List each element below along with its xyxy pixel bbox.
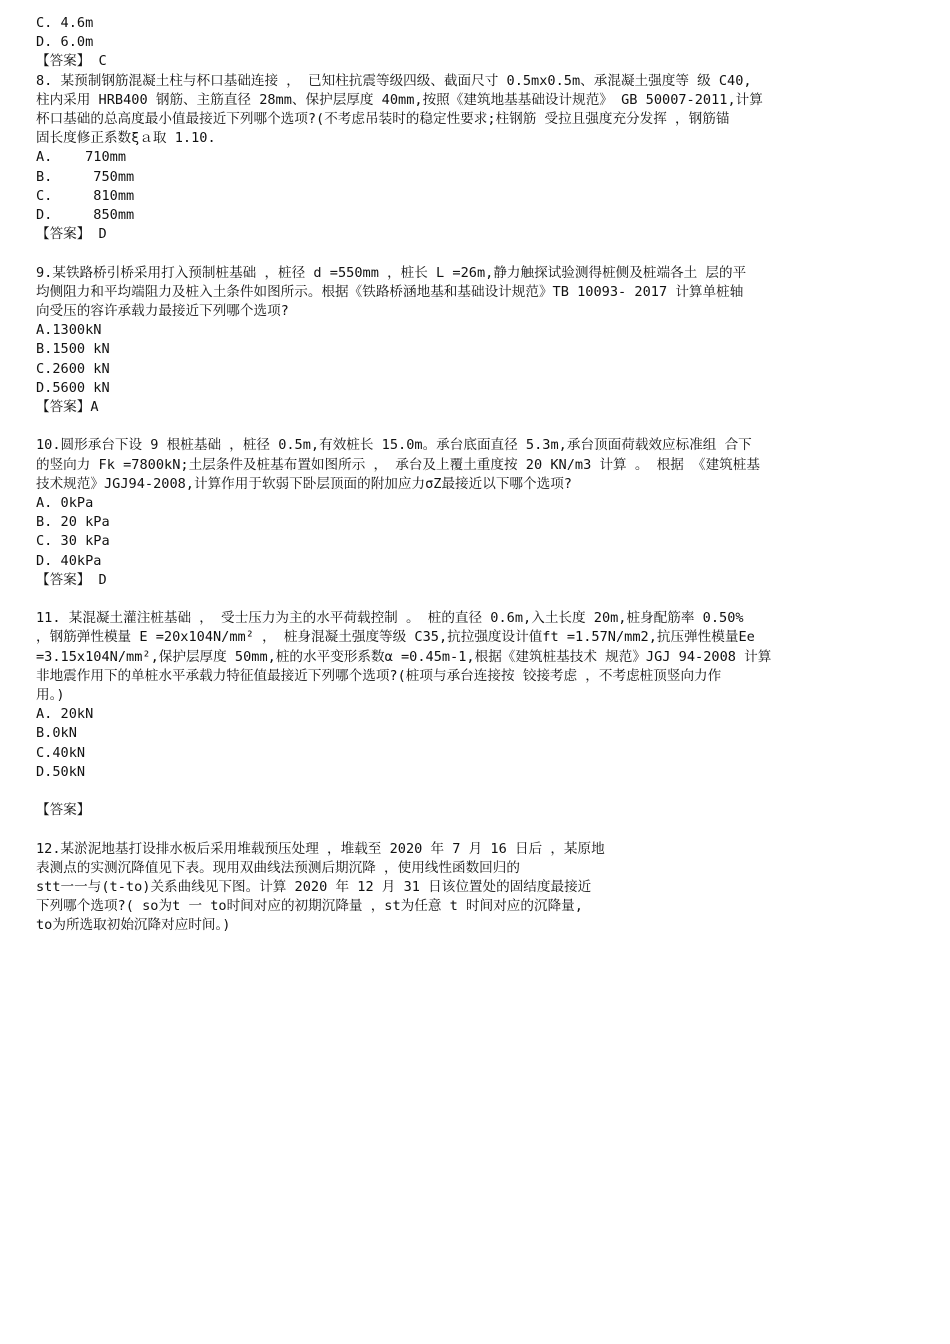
spacer [36,782,896,801]
option-c: C. 30 kPa [36,533,110,550]
question-stem-line: =3.15x104N/mm²,保护层厚度 50mm,桩的水平变形系数α =0.45m-1,根据《建筑桩基技术 规范》JGJ 94-2008 计算 [36,648,772,665]
question-stem-line: 杯口基础的总高度最小值最接近下列哪个选项?(不考虑吊装时的稳定性要求;柱钢筋 受拉且强度充分发挥 ，钢筋锚 [36,111,730,128]
question-stem-line: 固长度修正系数ξａ取 1.10. [36,130,216,147]
option-b: B.1500 kN [36,341,110,358]
question-stem-line: to为所选取初始沉降对应时间。) [36,917,231,934]
option-c: C.2600 kN [36,360,110,377]
answer: 【答案】 D [36,571,107,588]
question-stem-line: 9.某铁路桥引桥采用打入预制桩基础 ，桩径 d =550mm ，桩长 L =26m,静力触探试验测得桩侧及桩端各土 层的平 [36,264,747,281]
answer: 【答案】 D [36,226,107,243]
option-d: D.50kN [36,763,86,780]
option-a: A. 20kN [36,706,94,723]
option-a: A.1300kN [36,322,102,339]
question-9 [36,264,896,418]
question-stem-line: 12.某淤泥地基打设排水板后采用堆载预压处理 ，堆载至 2020 年 7 月 16 日后 ，某原地 [36,840,605,857]
answer: 【答案】 C [36,53,107,70]
question-12 [36,840,716,936]
question-stem-line: 下列哪个选项?( so为t 一 to时间对应的初期沉降量 ，st为任意 t 时间对应的沉降量, [36,898,583,915]
question-stem-line: stt一一与(t-to)关系曲线见下图。计算 2020 年 12 月 31 日该位置处的固结度最接近 [36,879,592,896]
question-stem-line: ，钢筋弹性模量 E =20x104N/mm² ， 桩身混凝土强度等级 C35,抗拉强度设计值ft =1.57N/mm2,抗压弹性模量Ee [36,629,755,646]
question-stem-line: 8. 某预制钢筋混凝土柱与杯口基础连接 ， 已知柱抗震等级四级、截面尺寸 0.5mx0.5m、承混凝土强度等 级 C40, [36,72,752,89]
question-stem-line: 用。) [36,687,65,704]
question-stem-line: 均侧阻力和平均端阻力及桩入土条件如图所示。根据《铁路桥涵地基和基础设计规范》TB 10093- 2017 计算单桩轴 [36,283,744,300]
question-11 [36,609,896,820]
question-stem-line: 10.圆形承台下设 9 根桩基础 ，桩径 0.5m,有效桩长 15.0m。承台底面直径 5.3m,承台顶面荷载效应标准组 合下 [36,437,752,454]
question-stem-line: 技术规范》JGJ94-2008,计算作用于软弱下卧层顶面的附加应力σZ最接近以下哪个选项? [36,475,572,492]
option-d: D. 6.0m [36,34,94,51]
option-a: A. 710mm [36,149,127,166]
spacer [36,590,896,609]
question-stem-line: 向受压的容许承载力最接近下列哪个选项? [36,303,289,320]
answer: 【答案】 [36,802,91,819]
option-b: B. 750mm [36,168,135,185]
option-c: C. 810mm [36,187,135,204]
option-c: C. 4.6m [36,15,94,31]
answer: 【答案】A [36,399,99,416]
spacer [36,417,896,436]
option-b: B. 20 kPa [36,514,110,531]
option-d: D.5600 kN [36,379,110,396]
document-page [36,14,896,936]
option-d: D. 850mm [36,207,135,224]
option-c: C.40kN [36,744,86,761]
question-stem-line: 11. 某混凝土灌注桩基础 ， 受士压力为主的水平荷载控制 。 桩的直径 0.6m,入土长度 20m,桩身配筋率 0.50% [36,610,744,627]
question-10 [36,436,896,590]
option-a: A. 0kPa [36,495,94,512]
option-b: B.0kN [36,725,77,742]
prev-question [36,14,896,72]
question-stem-line: 表测点的实测沉降值见下表。现用双曲线法预测后期沉降 ，使用线性函数回归的 [36,859,520,876]
question-stem-line: 非地震作用下的单桩水平承载力特征值最接近下列哪个选项?(桩项与承台连接按 铰接考虑 ，不考虑桩顶竖向力作 [36,667,722,684]
spacer [36,820,896,839]
question-stem-line: 柱内采用 HRB400 钢筋、主筋直径 28mm、保护层厚度 40mm,按照《建筑地基基础设计规范》 GB 50007-2011,计算 [36,91,763,108]
option-d: D. 40kPa [36,552,102,569]
question-stem-line: 的竖向力 Fk =7800kN;土层条件及桩基布置如图所示 ， 承台及上覆土重度按 20 KN/m3 计算 。 根据 《建筑桩基 [36,456,760,473]
spacer [36,244,896,263]
question-8 [36,72,896,245]
